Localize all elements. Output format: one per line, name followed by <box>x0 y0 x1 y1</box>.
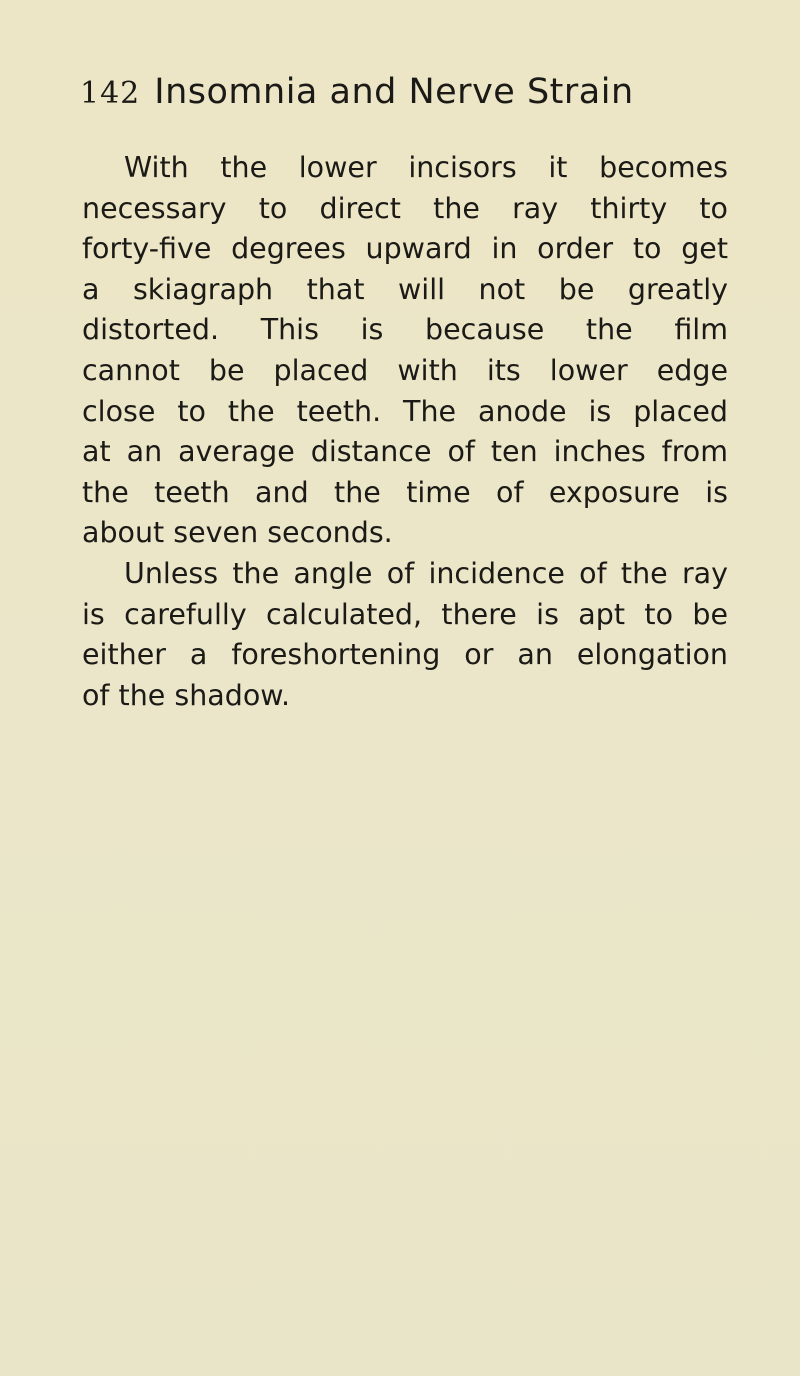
paragraph-2 <box>82 554 728 716</box>
text-line: With the lower incisors it becomes <box>124 151 728 184</box>
text-line: close to the teeth. The anode is placed <box>82 394 728 428</box>
running-title: Insomnia and Nerve Strain <box>154 72 634 112</box>
text-line: of the shadow. <box>82 678 291 712</box>
text-line: necessary to direct the ray thirty to <box>82 191 728 225</box>
paragraph-1 <box>82 148 728 554</box>
text-line: either a foreshortening or an elongation <box>82 638 728 672</box>
text-line: distorted. This is because the film <box>82 313 728 347</box>
text-line: forty-five degrees upward in order to get <box>82 232 728 266</box>
text-line: Unless the angle of incidence of the ray <box>124 556 728 590</box>
text-line: about seven seconds. <box>82 516 393 550</box>
text-line: a skiagraph that will not be greatly <box>82 272 728 306</box>
text-line: is carefully calculated, there is apt to be <box>82 597 728 631</box>
page-header <box>80 72 720 122</box>
body-text <box>82 148 728 716</box>
page-number: 142 <box>80 76 141 111</box>
text-line: at an average distance of ten inches from <box>82 435 728 469</box>
text-line: cannot be placed with its lower edge <box>82 353 728 387</box>
text-line: the teeth and the time of exposure is <box>82 475 728 509</box>
